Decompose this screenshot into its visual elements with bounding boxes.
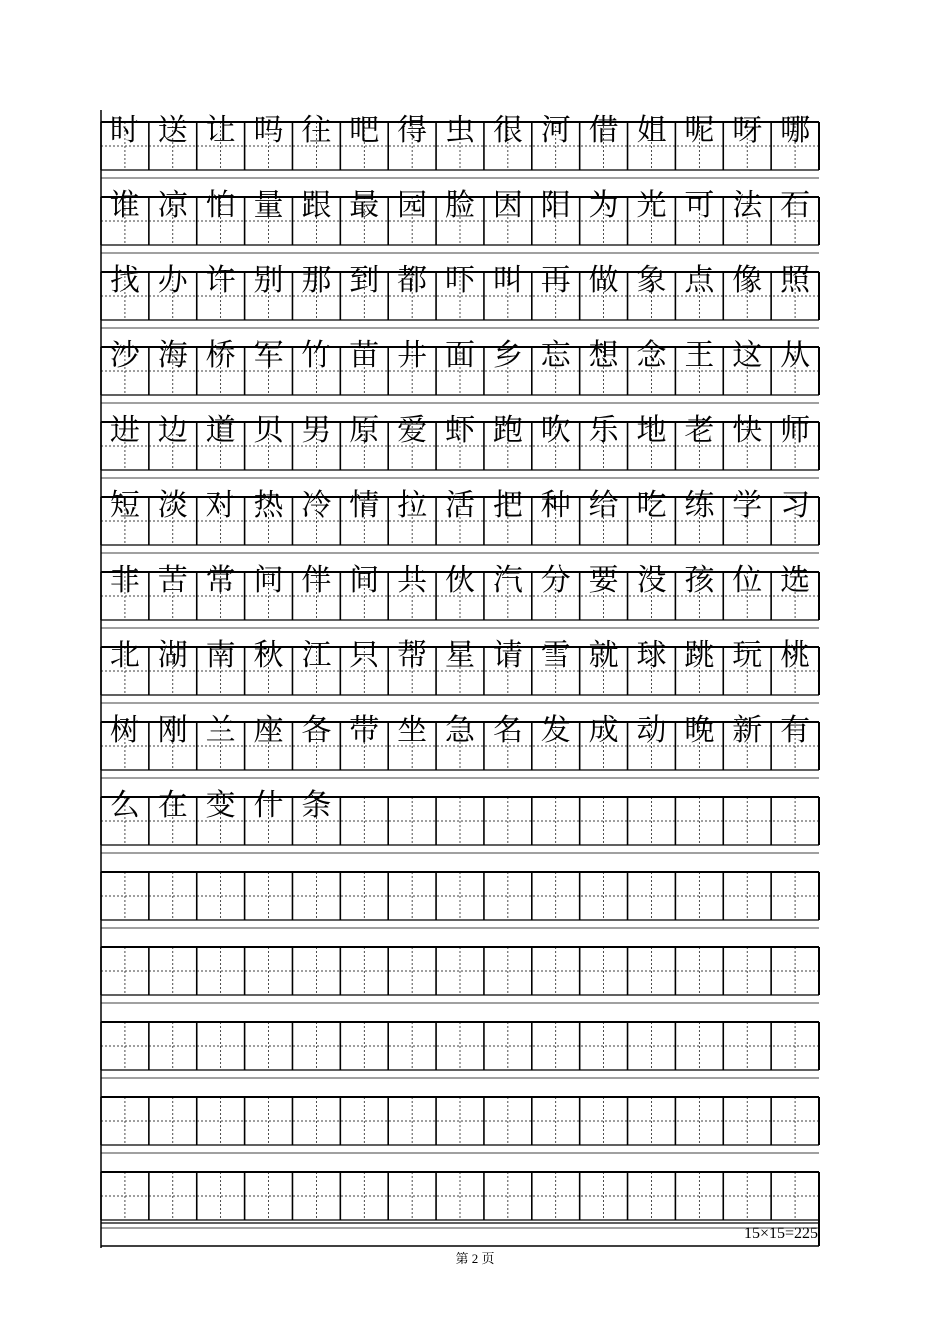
- grid-character: 办: [157, 263, 188, 298]
- grid-character: 那: [301, 263, 332, 298]
- grid-character: 北: [109, 638, 140, 673]
- grid-character: 乡: [492, 338, 523, 373]
- grid-character: 热: [253, 488, 284, 523]
- grid-character: 伙: [445, 563, 475, 598]
- grid-character: 男: [301, 413, 332, 448]
- grid-character: 让: [205, 113, 236, 148]
- grid-character: 雪: [540, 638, 571, 673]
- grid-character: 跑: [492, 413, 523, 448]
- grid-character: 座: [253, 713, 284, 748]
- grid-character: 帮: [397, 638, 428, 673]
- grid-character: 选: [780, 563, 811, 598]
- grid-row: [101, 188, 819, 253]
- grid-character: 找: [109, 263, 140, 298]
- grid-character: 吃: [636, 488, 667, 523]
- grid-character: 南: [205, 638, 236, 673]
- grid-character: 往: [301, 113, 332, 148]
- grid-character: 树: [109, 713, 140, 748]
- grid-character: 分: [540, 563, 571, 598]
- grid-character: 种: [540, 488, 571, 523]
- grid-character: 伴: [301, 563, 332, 598]
- grid-character: 地: [636, 413, 667, 448]
- grid-character: 名: [492, 713, 523, 748]
- grid-character: 谁: [109, 188, 140, 223]
- grid-character: 跳: [684, 638, 715, 673]
- grid-character: 原: [349, 413, 380, 448]
- grid-character: 刚: [157, 713, 188, 748]
- grid-character: 变: [205, 788, 236, 823]
- grid-character: 面: [445, 338, 475, 373]
- grid-character: 叫: [492, 263, 523, 298]
- grid-character: 井: [397, 338, 428, 373]
- grid-character: 情: [349, 488, 380, 523]
- grid-row: [101, 113, 819, 178]
- grid-character: 忘: [540, 338, 571, 373]
- grid-row: [101, 413, 819, 478]
- grid-character: 球: [636, 638, 667, 673]
- grid-character: 秋: [253, 638, 284, 673]
- grid-character: 沙: [109, 338, 140, 373]
- grid-character: 军: [253, 338, 284, 373]
- grid-character: 虫: [445, 113, 475, 148]
- grid-character: 别: [253, 263, 284, 298]
- grid-character: 时: [109, 113, 140, 148]
- grid-character: 吓: [445, 263, 475, 298]
- grid-character: 学: [732, 488, 763, 523]
- grid-row: [101, 638, 819, 703]
- grid-character: 桃: [780, 638, 811, 673]
- grid-character: 间: [349, 563, 380, 598]
- grid-character: 给: [588, 488, 619, 523]
- grid-character: 爱: [397, 413, 428, 448]
- grid-character: 点: [684, 263, 715, 298]
- grid-character: 最: [349, 188, 380, 223]
- grid-character: 阳: [540, 188, 571, 223]
- grid-character: 快: [732, 413, 763, 448]
- grid-character: 发: [540, 713, 571, 748]
- grid-character: 星: [445, 638, 475, 673]
- grid-row: [101, 1097, 819, 1153]
- grid-character: 什: [253, 788, 284, 823]
- page-number-footer: 第 2 页: [455, 1251, 495, 1266]
- grid-character: 都: [397, 263, 428, 298]
- grid-row: [101, 488, 819, 553]
- grid-character: 玩: [732, 638, 763, 673]
- grid-character: 对: [205, 488, 236, 523]
- grid-character: 虾: [445, 413, 475, 448]
- grid-character: 只: [349, 638, 380, 673]
- grid-character: 吧: [349, 113, 380, 148]
- grid-character: 位: [732, 563, 763, 598]
- grid-character: 石: [780, 188, 811, 223]
- grid-character: 这: [732, 338, 763, 373]
- grid-character: 江: [301, 638, 332, 673]
- grid-character: 问: [253, 563, 284, 598]
- grid-character: 练: [684, 488, 715, 523]
- grid-row: [101, 263, 819, 328]
- grid-character: 吹: [540, 413, 571, 448]
- grid-row: [101, 947, 819, 1003]
- grid-character: 因: [492, 188, 523, 223]
- grid-character: 孩: [684, 563, 715, 598]
- grid-character: 短: [109, 488, 140, 523]
- grid-row: [101, 563, 819, 628]
- grid-character: 有: [780, 713, 811, 748]
- grid-character: 象: [636, 263, 667, 298]
- grid-row: [101, 713, 819, 778]
- grid-character: 成: [588, 713, 619, 748]
- grid-character: 很: [492, 113, 523, 148]
- grid-row: [101, 1172, 819, 1228]
- grid-character: 园: [397, 188, 428, 223]
- grid-character: 念: [636, 338, 667, 373]
- grid-character: 进: [109, 413, 140, 448]
- grid-character: 哪: [780, 113, 811, 148]
- grid-character: 常: [205, 563, 236, 598]
- grid-row: [101, 788, 819, 853]
- grid-character: 就: [588, 638, 619, 673]
- grid-character: 想: [588, 338, 619, 373]
- grid-character: 可: [684, 188, 715, 223]
- grid-character: 得: [397, 113, 428, 148]
- grid-character: 河: [540, 113, 571, 148]
- grid-character: 借: [588, 113, 619, 148]
- grid-character: 脸: [445, 188, 475, 223]
- grid-character: 照: [780, 263, 811, 298]
- grid-character: 苦: [157, 563, 188, 598]
- grid-character: 为: [588, 188, 619, 223]
- grid-character: 没: [636, 563, 667, 598]
- grid-character: 习: [780, 488, 811, 523]
- grid-character: 桥: [205, 338, 236, 373]
- grid-character: 新: [732, 713, 763, 748]
- grid-character: 汽: [492, 563, 523, 598]
- grid-character: 王: [684, 338, 715, 373]
- grid-character: 从: [780, 338, 811, 373]
- grid-character: 么: [109, 788, 140, 823]
- grid-character: 晚: [684, 713, 715, 748]
- grid-character: 师: [780, 413, 811, 448]
- grid-row: [101, 872, 819, 928]
- grid-character: 呀: [732, 113, 763, 148]
- grid-character: 条: [301, 788, 332, 823]
- grid-character: 在: [157, 788, 188, 823]
- grid-character: 到: [349, 263, 380, 298]
- grid-count-label: 15×15=225: [743, 1225, 818, 1242]
- grid-character: 淡: [157, 488, 188, 523]
- grid-character: 跟: [301, 188, 332, 223]
- grid-character: 怕: [205, 188, 236, 223]
- grid-character: 共: [397, 563, 428, 598]
- grid-character: 凉: [157, 188, 188, 223]
- grid-character: 各: [301, 713, 332, 748]
- grid-character: 呢: [684, 113, 715, 148]
- grid-character: 姐: [636, 113, 667, 148]
- grid-character: 光: [636, 188, 667, 223]
- grid-character: 许: [205, 263, 236, 298]
- grid-character: 把: [492, 488, 523, 523]
- grid-character: 动: [636, 713, 667, 748]
- grid-character: 要: [588, 563, 619, 598]
- grid-character: 边: [157, 413, 188, 448]
- grid-character: 活: [445, 488, 475, 523]
- grid-character: 法: [732, 188, 763, 223]
- grid-character: 急: [445, 713, 475, 748]
- grid-character: 苗: [349, 338, 380, 373]
- grid-character: 海: [157, 338, 188, 373]
- grid-character: 冷: [301, 488, 332, 523]
- grid-character: 像: [732, 263, 763, 298]
- grid-character: 兰: [205, 713, 236, 748]
- grid-row: [101, 338, 819, 403]
- grid-character: 道: [205, 413, 236, 448]
- grid-character: 非: [109, 563, 140, 598]
- grid-character: 乐: [588, 413, 619, 448]
- grid-character: 送: [157, 113, 188, 148]
- grid-character: 湖: [157, 638, 188, 673]
- grid-character: 请: [492, 638, 523, 673]
- grid-row: [101, 1022, 819, 1078]
- grid-character: 做: [588, 263, 619, 298]
- grid-character: 拉: [397, 488, 428, 523]
- grid-character: 吗: [253, 113, 284, 148]
- grid-character: 量: [253, 188, 284, 223]
- grid-character: 再: [540, 263, 571, 298]
- grid-character: 竹: [301, 338, 332, 373]
- grid-character: 坐: [397, 713, 428, 748]
- grid-character: 老: [684, 413, 715, 448]
- grid-character: 贝: [253, 413, 284, 448]
- grid-character: 带: [349, 713, 380, 748]
